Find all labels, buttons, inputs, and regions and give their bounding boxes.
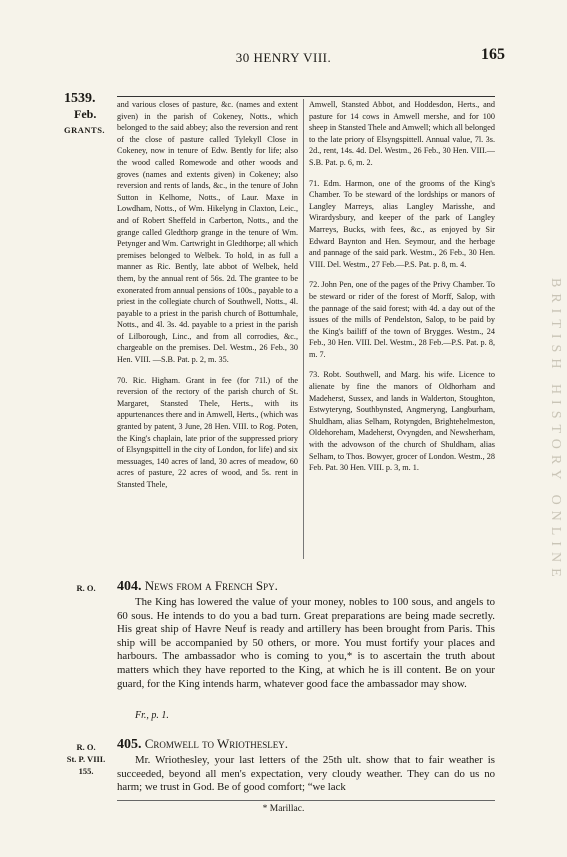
- month-marker: Feb.: [74, 107, 97, 121]
- page-number: 165: [481, 46, 505, 63]
- grants-column-right: [309, 99, 495, 474]
- article-title: Cromwell to Wriothesley.: [144, 736, 289, 751]
- year-marker: 1539.: [64, 91, 96, 106]
- grant-entry: 72. John Pen, one of the pages of the Privy Chamber. To be steward or rider of the forest of Morff, Salop, with the pannage of the said forest; with 4d. a day out of the issues of the mills of Pendelston, Salop, to be paid by the King's bailiff of the town of Brygges. Westm., 24 Feb., 30 Hen. VIII. Del. Westm., 28 Feb.—P.S. Pat. p. 8, m. 7.: [309, 280, 495, 359]
- grants-column-left: [117, 99, 298, 491]
- footnote-rule: [117, 800, 495, 801]
- margin-line: 155.: [78, 766, 94, 776]
- archive-reference: [66, 741, 106, 777]
- column-divider: [303, 99, 304, 559]
- article-heading: [117, 578, 278, 595]
- grant-entry: 71. Edm. Harmon, one of the grooms of the King's Chamber. To be steward of the lordships or manors of Langley Marreys, alias Langley Marisshe, and Wirardysbury, and keeper of the park of Langley Marreys, Bucks, with fees, &c., as enjoyed by Sir Edward Baynton and Hen. Seymour, and the herbage and pannage of the said park. Westm., 26 Feb., 30 Hen. VIII. Del. Westm., 27 Feb.—P.S. Pat. p. 8, m. 4.: [309, 178, 495, 269]
- article-title: News from a French Spy.: [144, 578, 278, 593]
- grant-entry: 70. Ric. Higham. Grant in fee (for 71l.) of the reversion of the rectory of the parish church of St. Margaret, Stansted Thele, Herts., with its appurtenances there and in Amwell, Herts., (which was granted by patent, 3 June, 28 Hen. VIII. to Rog. Poten, the King's chaplain, late prior of the suppressed priory of Elsyngspittell in the city of London, for life) and six messuages, 140 acres of land, 30 acres of meadow, 60 acres of pasture, 22 acres of wood, and 5s. rent in Stansted Thele,: [117, 375, 298, 489]
- article-heading: [117, 736, 288, 753]
- section-marker: GRANTS.: [64, 125, 106, 135]
- article-body: Mr. Wriothesley, your last letters of the 25th ult. show that to fair weather is succeeded, beyond all men's expectation, very cloudy weather. They can do us no harm; we trust in God. Be of good comfort; “we lack: [117, 754, 495, 794]
- running-title: 30 HENRY VIII.: [235, 50, 332, 65]
- article-reference: Fr., p. 1.: [135, 710, 169, 721]
- article-number: 405.: [117, 737, 142, 752]
- archive-reference: R. O.: [76, 583, 96, 593]
- margin-line: St. P. VIII.: [66, 754, 106, 764]
- margin-line: R. O.: [76, 742, 96, 752]
- article-body: The King has lowered the value of your money, nobles to 100 sous, and angels to 60 sous. He intends to do you a bad turn. Great preparations are being made secretly. His great ship of Havre Neuf is ready and artillery has been brought from Paris. This ship will be accompanied by 50 others, or more. You must fortify your places and harbours. The ambassador who is coming to you,* is to ascertain the truth about matters which they have reported to the King, at which he is ill content. Be on your guard, for the King intends harm, whatever good face the ambassador may show.: [117, 596, 495, 690]
- grant-entry: and various closes of pasture, &c. (names and extent given) in the parish of Cokeney, Notts., which belonged to the said abbey; also the reversion and rent of the close of pasture called Tylekyll Close in Cokeney, now in tenure of Edw. Bently for life; also the wood called Romewode and other woods and groves (names and extents given) in Cokeney; also reversion and rents of lands, &c., in the tenure of John Sutton in Kelhome, Notts., of Laur. Maxe in Lowdham, Notts., of Wm. Hikelyng in Claxton, Leic., and of Robert Sheffeld in Carberton, Notts., and the grange called Gledthorp grange in the tenure of Wm. Petynger and Wm. Cartwright in Gledthorpe; all which premises belonged to Welbek. To hold, in as full a manner as Ric. Bently, late abbot of Welbek, held them, by the annual rent of 56s. 2d. The grantee to be exonerated from annual pensions of 100s., payable to a priest in the collegiate church of Southwell, Notts., 4l. payable to a priest in the parish church of Bottumhale, Notts., and 4l. 3s. 4d. payable to a priest in the parish of Lilborough, Linc., and from all corrodies, &c., chargeable on the premises. Del. Westm., 26 Feb., 30 Hen. VIII. —S.B. Pat. p. 2, m. 35.: [117, 100, 298, 365]
- article-number: 404.: [117, 579, 142, 594]
- grant-entry: Amwell, Stansted Abbot, and Hoddesdon, Herts., and pasture for 14 cows in Amwell mershe, and for 100 sheep in Stansted Thele and Amwell; which all belonged to the late priory of Elsyngspittell. Annual value, 7l. 3s. 2d., rent, 14s. 4d. Del. Westm., 26 Feb., 30 Hen. VIII.—S.B. Pat. p. 6, m. 2.: [309, 100, 495, 167]
- header-rule: [117, 96, 495, 97]
- watermark: BRITISH HISTORY ONLINE: [548, 277, 563, 583]
- footnote: * Marillac.: [262, 804, 305, 814]
- grant-entry: 73. Robt. Southwell, and Marg. his wife. Licence to alienate by fine the manors of Oldhorham and Madeherst, Sussex, and lands in Walderton, Stoughton, Estwyteryng, Southbynsted, Angmeryng, Langburham, Shuldham, alias Selham, Rotyngden, Brightehelmeston, Oldehoreham, Madeherst, Ovyngden, and Newsherham, with the advowson of the church of Shuldham, alias Selham, to Thos. Bowyer, grocer of London. Westm., 28 Feb. Pat. 30 Hen. VIII. p. 3, m. 1.: [309, 370, 495, 473]
